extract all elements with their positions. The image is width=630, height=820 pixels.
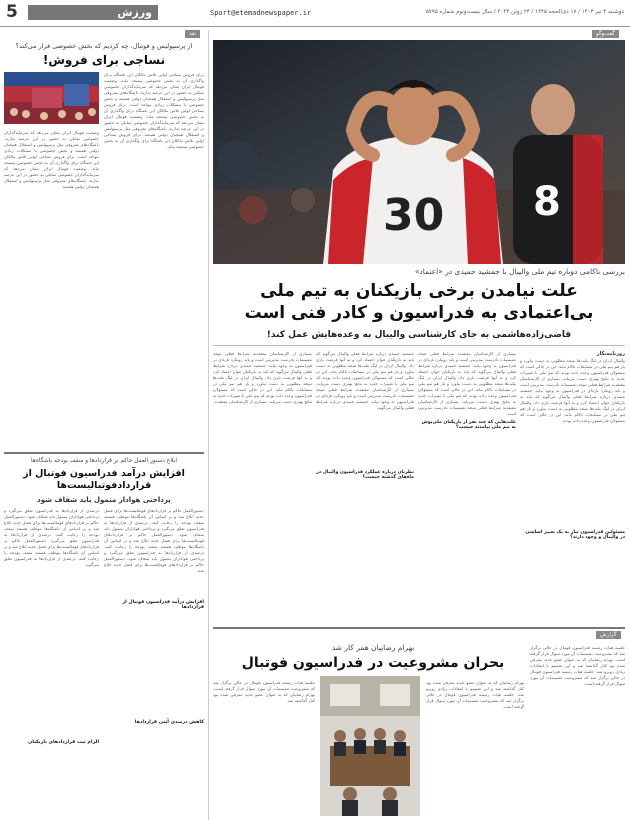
main-story-column-1: والیبال ایران در لیگ ملت‌ها نتیجه مطلوبی به دست نیاورد و باز هم تیم ملی در مسابقات ناکام ماند. این در حالی است که مسئولان فدراسیون وعده داده بودند که تیم ملی با تغییرات جدید به نتایج بهتری دست می‌یابد. بسیاری از کارشناسان معتقدند شرایط فعلی نتیجه تصمیمات نادرست مدیریتی است و باید رویکرد تازه‌ای در فدراسیون به وجود بیاید. جمشید حمیدی درباره شرایط فعلی والیبال می‌گوید که باید به بازیکنان جوان اعتماد کرد و به آنها فرصت بازی داد. والیبال ایران در لیگ ملت‌ها نتیجه مطلوبی به دست نیاورد و باز هم تیم ملی در مسابقات ناکام ماند. این در حالی است که مسئولان فدراسیون وعده داده بودند. bbox=[520, 358, 625, 423]
main-story-byline: روزنامه‌نگار bbox=[596, 351, 625, 357]
stadium-fans-photo bbox=[4, 72, 99, 124]
section-email[interactable]: Sport@etemadnewspaper.ir bbox=[210, 9, 312, 17]
budget-story-column-1: دستورالعمل حاکم بر قراردادهای فوتبالیست‌ها برای فصل جدید ابلاغ شد و بر اساس آن باشگاه‌ها موظف هستند سقف بودجه را رعایت کنند. درصدی از قراردادها به فدراسیون تعلق می‌گیرد و پرداختی هواداران متمول باید شفاف شود. دستورالعمل حاکم بر قراردادهای فوتبالیست‌ها برای فصل جدید ابلاغ شد و بر اساس آن باشگاه‌ها موظف هستند سقف بودجه را رعایت کنند. درصدی از قراردادها به فدراسیون تعلق می‌گیرد و پرداختی هواداران متمول باید شفاف شود. دستورالعمل حاکم بر قراردادهای فوتبالیست‌ها برای فصل جدید ابلاغ شد. bbox=[104, 508, 204, 573]
meeting-photo bbox=[320, 676, 420, 816]
left-story-column-2: وضعیت فوتبال ایران نشان می‌دهد که سرمایه‌گذاران خصوصی تمایلی به حضور در این عرصه ندارند. باشگاه‌های معروفی مثل پرسپولیس و استقلال همچنان دولتی هستند و بخش خصوصی با مشکلات زیادی مواجه است. برای فروش نساجی اولین تلاش مالکان این باشگاه برای واگذاری آن به بخش خصوصی بینتیجه ماند. وضعیت فوتبال ایران نشان می‌دهد که سرمایه‌گذاران خصوصی تمایلی به حضور در این عرصه ندارند. باشگاه‌های معروفی مثل پرسپولیس و استقلال همچنان دولتی هستند. bbox=[4, 130, 99, 189]
main-story-column-4: بسیاری از کارشناسان معتقدند شرایط فعلی نتیجه تصمیمات نادرست مدیریتی است و باید رویکرد تازه‌ای در فدراسیون به وجود بیاید. جمشید حمیدی درباره شرایط فعلی والیبال می‌گوید که باید به بازیکنان جوان اعتماد کرد و به آنها فرصت بازی داد. والیبال ایران در لیگ ملت‌ها نتیجه مطلوبی به دست نیاورد و باز هم تیم ملی در مسابقات ناکام ماند. این در حالی است که مسئولان فدراسیون وعده داده بودند که تیم ملی با تغییرات جدید به نتایج بهتری دست می‌یابد. بسیاری از کارشناسان معتقدند. bbox=[213, 351, 312, 404]
report-story-column-1: جلسه هیات رئیسه فدراسیون فوتبال در حالی برگزار شد که مشروعیت تصمیمات آن مورد سوال قرار گرفته است. بهرام رضاییان که به عنوان عضو جدید معرفی شده بود کنار گذاشته شد و این تصمیم با انتقادات زیادی روبرو شد. جلسه هیات رئیسه فدراسیون فوتبال در حالی برگزار شد که مشروعیت تصمیمات آن مورد سوال قرار گرفته است. bbox=[530, 645, 625, 686]
budget-inline-heading-1: افزایش درآمد فدراسیون فوتبال از قراردادها bbox=[122, 600, 204, 610]
report-story-column-2: بهرام رضاییان که به عنوان عضو جدید معرفی شده بود کنار گذاشته شد و این تصمیم با انتقادات زیادی روبرو شد. جلسه هیات رئیسه فدراسیون فوتبال در حالی برگزار شد که مشروعیت تصمیمات آن مورد سوال قرار گرفته است. bbox=[426, 680, 524, 709]
dateline: دوشنبه ۴ تیر ۱۴۰۳ / ۱۷ ذی‌الحجه ۱۴۴۵ / ۲۴ ژوئن ۲۰۲۴ / سال بیست‌ونوم شماره ۵۷۹۵ bbox=[425, 9, 624, 15]
main-story-subhead: قاضی‌زاده‌هاشمی به جای کارشناسی والیبال به وعده‌هایش عمل کند! bbox=[266, 330, 572, 340]
main-story-tag: گفت‌وگو bbox=[592, 30, 619, 38]
budget-story-kicker: ابلاغ دستور العمل حاکم بر قراردادها و سقف بودجه باشگاه‌ها bbox=[31, 458, 177, 464]
budget-inline-heading-3: الزام ثبت قراردادهای بازیکنان bbox=[28, 740, 99, 745]
main-photo bbox=[213, 40, 625, 264]
column-divider bbox=[208, 30, 209, 820]
section-name: ورزش bbox=[28, 5, 158, 20]
left-story-tag: نقد bbox=[185, 30, 200, 38]
budget-inline-heading-2: کاهش درصدی آیتی قراردادها bbox=[134, 720, 204, 725]
report-story-kicker: بهرام رضاییان همر کار شد bbox=[331, 643, 415, 652]
left-story-headline[interactable]: نساجی برای فروش! bbox=[42, 53, 166, 67]
svg-text:8: 8 bbox=[533, 179, 561, 225]
main-story-question-1: مسئولین فدراسیون نیاز به یک تغییر اساسی در والیبال و وجود دارند؟ bbox=[525, 530, 625, 540]
main-story-question-2: علت‌هایی که چند نفر از بازیکنان ملی‌پوش به تیم ملی نیامدند چیست؟ bbox=[421, 420, 516, 430]
volleyball-player-photo bbox=[213, 40, 625, 264]
budget-story-headline[interactable]: افزایش درآمد فدراسیون فوتبال از قراردادفوتبالیست‌ها bbox=[23, 468, 185, 491]
budget-story-column-2: درصدی از قراردادها به فدراسیون تعلق می‌گیرد و پرداختی هواداران متمول باید شفاف شود. دستورالعمل حاکم بر قراردادهای فوتبالیست‌ها برای فصل جدید ابلاغ شد و بر اساس آن باشگاه‌ها موظف هستند سقف بودجه را رعایت کنند. درصدی از قراردادها به فدراسیون تعلق می‌گیرد. دستورالعمل حاکم بر قراردادهای فوتبالیست‌ها برای فصل جدید ابلاغ شد و بر اساس آن باشگاه‌ها موظف هستند سقف بودجه را رعایت کنند. درصدی از قراردادها به فدراسیون تعلق می‌گیرد. bbox=[4, 508, 99, 567]
main-story-kicker: بررسی ناکامی دوباره تیم ملی والیبال با جمشید حمیدی در «اعتماد» bbox=[414, 267, 625, 276]
main-story-headline[interactable]: علت نیامدن برخی بازیکنان به تیم ملی بی‌اعتمادی به فدراسیون و کادر فنی است bbox=[244, 281, 594, 323]
meeting-room-photo bbox=[320, 676, 420, 816]
report-story-headline[interactable]: بحران مشروعیت در فدراسیون فوتبال bbox=[241, 655, 505, 671]
masthead bbox=[0, 0, 630, 27]
divider bbox=[4, 452, 204, 454]
report-story-tag: گزارش bbox=[596, 631, 621, 639]
main-story-column-2: بسیاری از کارشناسان معتقدند شرایط فعلی نتیجه تصمیمات نادرست مدیریتی است و باید رویکرد تازه‌ای در فدراسیون به وجود بیاید. جمشید حمیدی درباره شرایط فعلی والیبال می‌گوید که باید به بازیکنان جوان اعتماد کرد و به آنها فرصت بازی داد. والیبال ایران در لیگ ملت‌ها نتیجه مطلوبی به دست نیاورد و باز هم تیم ملی در مسابقات ناکام ماند. این در حالی است که مسئولان فدراسیون وعده داده بودند که تیم ملی با تغییرات جدید به نتایج بهتری دست می‌یابد. بسیاری از کارشناسان معتقدند شرایط فعلی نتیجه تصمیمات نادرست مدیریتی است. bbox=[418, 351, 516, 416]
fans-photo bbox=[4, 72, 99, 124]
divider bbox=[213, 345, 625, 346]
main-story-question-3: نظرتان درباره عملکرد فدراسیون والیبال در ماه‌های گذشته چیست؟ bbox=[316, 470, 414, 480]
divider bbox=[213, 627, 625, 629]
page-number: 5 bbox=[6, 2, 18, 22]
budget-story-subhead: پرداختی هوادار متمول باید شفاف شود bbox=[37, 496, 171, 504]
main-story-column-3: جمشید حمیدی درباره شرایط فعلی والیبال می‌گوید که باید به بازیکنان جوان اعتماد کرد و به آنها فرصت بازی داد. والیبال ایران در لیگ ملت‌ها نتیجه مطلوبی به دست نیاورد و باز هم تیم ملی در مسابقات ناکام ماند. این در حالی است که مسئولان فدراسیون وعده داده بودند که تیم ملی با تغییرات جدید به نتایج بهتری دست می‌یابد. بسیاری از کارشناسان معتقدند شرایط فعلی نتیجه تصمیمات نادرست مدیریتی است و باید رویکرد تازه‌ای در فدراسیون به وجود بیاید. جمشید حمیدی درباره شرایط فعلی والیبال می‌گوید. bbox=[316, 351, 414, 410]
left-story-column-1: برای فروش نساجی اولین تلاش مالکان این باشگاه برای واگذاری آن به بخش خصوصی بینتیجه ماند. وضعیت فوتبال ایران نشان می‌دهد که سرمایه‌گذاران خصوصی تمایلی به حضور در این عرصه ندارند. باشگاه‌های معروفی مثل پرسپولیس و استقلال همچنان دولتی هستند و بخش خصوصی با مشکلات زیادی مواجه است. برای فروش نساجی اولین تلاش مالکان این باشگاه برای واگذاری آن به بخش خصوصی بینتیجه ماند. وضعیت فوتبال ایران نشان می‌دهد که سرمایه‌گذاران خصوصی تمایلی به حضور در این عرصه ندارند. باشگاه‌های معروفی مثل پرسپولیس و استقلال همچنان دولتی هستند. برای فروش نساجی اولین تلاش مالکان این باشگاه برای واگذاری آن به بخش خصوصی بینتیجه ماند. bbox=[104, 72, 204, 149]
left-story-kicker: از پرسپولیس و فوتبال، چه کردیم که بخش خصوصی فرار می‌کند؟ bbox=[15, 42, 193, 50]
report-story-column-3: جلسه هیات رئیسه فدراسیون فوتبال در حالی برگزار شد که مشروعیت تصمیمات آن مورد سوال قرار گرفته است. بهرام رضاییان که به عنوان عضو جدید معرفی شده بود کنار گذاشته شد. bbox=[213, 680, 315, 703]
jersey-number: 30 bbox=[383, 190, 445, 241]
